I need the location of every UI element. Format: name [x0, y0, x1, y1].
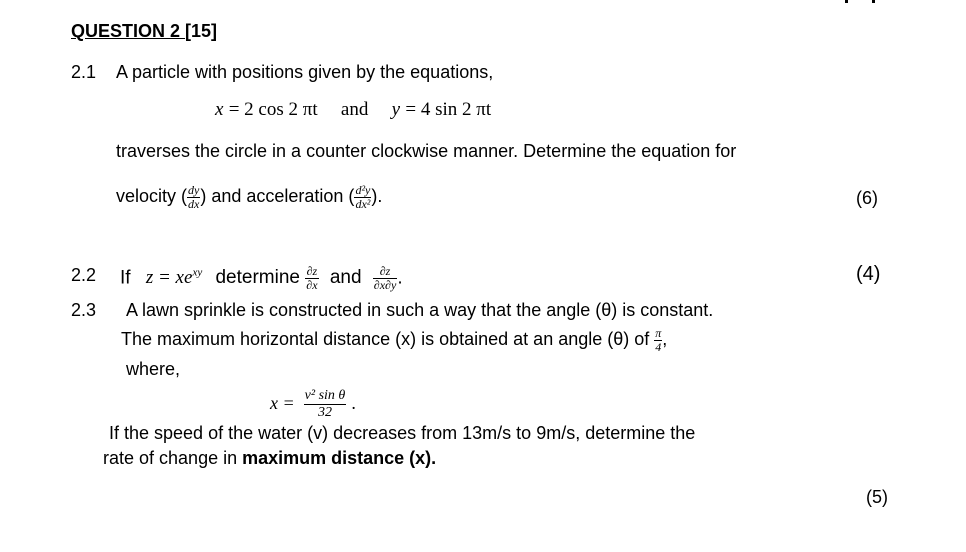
- q22-frac2: [373, 265, 398, 292]
- q23-line3: where,: [126, 359, 181, 379]
- q21-line2: traverses the circle in a counter clockwise manner. Determine the equation for: [116, 141, 737, 161]
- formula-fraction: [304, 388, 347, 421]
- q22-expr-sup: xy: [192, 267, 203, 279]
- q21-number: 2.1: [71, 62, 97, 82]
- eq-y-rhs: = 4 sin 2 πt: [405, 99, 492, 120]
- formula-den: 32: [304, 404, 347, 421]
- q23-formula: [270, 383, 356, 423]
- formula-lhs: x =: [270, 393, 295, 413]
- q23-line4: If the speed of the water (v) decreases from 13m/s to 9m/s, determine the: [109, 423, 696, 443]
- q22-if: If: [120, 267, 131, 289]
- eq-x-lhs: x: [215, 99, 224, 120]
- q22-expr: [146, 267, 202, 288]
- eq-y-lhs: y: [391, 99, 401, 120]
- formula-end: .: [351, 393, 356, 413]
- velocity-num: dy: [188, 182, 200, 197]
- accel-den: dx²: [355, 196, 371, 211]
- q22-end: .: [397, 267, 403, 289]
- accel-num: d²y: [355, 182, 371, 197]
- q23-line5-b: maximum distance (x).: [242, 448, 437, 468]
- q22-frac2-num: ∂z: [379, 263, 391, 278]
- q22-frac1-num: ∂z: [306, 263, 318, 278]
- q22-number: 2.2: [71, 265, 97, 285]
- question-heading: [71, 20, 217, 42]
- q22-expr-base: z = xe: [145, 267, 193, 289]
- q22-frac1-den: ∂x: [306, 277, 318, 292]
- q23-line1: A lawn sprinkle is constructed in such a way that the angle (θ) is constant.: [126, 300, 714, 320]
- velocity-label: velocity (: [116, 186, 188, 206]
- q21-marks: (6): [856, 188, 878, 208]
- eq-x-rhs: = 2 cos 2 πt: [228, 99, 318, 120]
- q23-marks: (5): [866, 487, 888, 507]
- accel-fraction: [354, 184, 371, 211]
- q23-number: 2.3: [71, 300, 97, 320]
- formula-num: v² sin θ: [304, 387, 346, 403]
- q23-line2: [121, 321, 667, 357]
- page-corner-mark-right: [872, 0, 875, 3]
- q21-equations: [215, 99, 491, 121]
- q22-determine: determine: [215, 267, 300, 289]
- page-corner-mark-left: [845, 0, 848, 3]
- angle-end: ,: [662, 329, 668, 349]
- q21-velocity-line: [116, 178, 382, 214]
- angle-num: π: [655, 325, 662, 340]
- q22-marks: (4): [856, 263, 881, 285]
- question-title: QUESTION 2: [71, 21, 186, 41]
- q23-line5: [103, 447, 436, 469]
- q22-frac1: [305, 265, 318, 292]
- velocity-fraction: [187, 184, 200, 211]
- q21-intro: A particle with positions given by the equations,: [116, 62, 494, 82]
- question-total-marks: [15]: [185, 21, 218, 41]
- angle-den: 4: [655, 339, 662, 354]
- velocity-den: dx: [188, 196, 200, 211]
- accel-label: ) and acceleration (: [200, 186, 355, 206]
- q23-line5-a: rate of change in: [103, 448, 243, 468]
- accel-end: ).: [371, 186, 383, 206]
- q23-line2-text: The maximum horizontal distance (x) is obtained at an angle (θ) of: [121, 329, 650, 349]
- q22-frac2-den: ∂x∂y: [373, 277, 397, 292]
- q22-line: [120, 255, 403, 296]
- q22-and: and: [329, 267, 362, 289]
- eq-and: and: [340, 99, 369, 120]
